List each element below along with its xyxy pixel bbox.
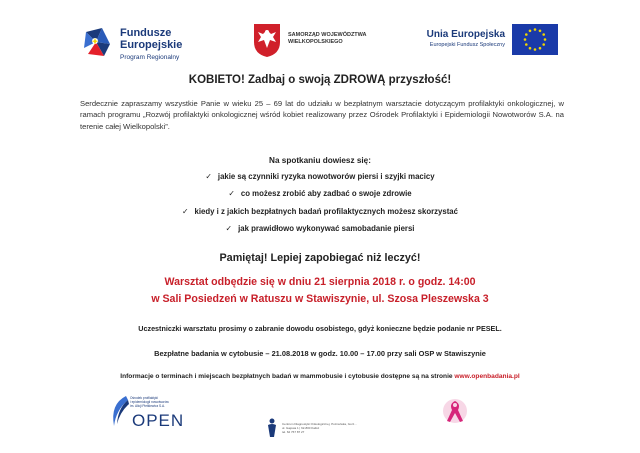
center-line3: tel. 62 767 87 27 <box>282 430 305 434</box>
fundusze-line1: Fundusze <box>120 27 172 39</box>
diagnostic-center-logo <box>266 418 366 440</box>
remember-slogan: Pamiętaj! Lepiej zapobiegać niż leczyć! <box>219 252 421 264</box>
samorzad-logo <box>252 22 402 62</box>
list-item <box>0 224 640 241</box>
center-line1: Centrum Diagnostyki Onkologicznej, Poznańska, Gorz... <box>282 422 357 426</box>
fundusze-europejskie-star-icon <box>82 26 114 58</box>
unia-line1: Unia Europejska <box>426 29 505 40</box>
eu-flag-icon <box>512 24 558 55</box>
id-note: Uczestniczki warsztatu prosimy o zabranie dowodu osobistego, gdyż konieczne będzie podanie nr PESEL. <box>138 324 502 333</box>
learn-title: Na spotkaniu dowiesz się: <box>269 156 371 165</box>
check-icon: ✓ <box>228 189 235 199</box>
list-item-text: jakie są czynniki ryzyka nowotworów piersi i szyjki macicy <box>217 172 435 181</box>
intro-paragraph: Serdecznie zapraszamy wszystkie Panie w wieku 25 – 69 lat do udziału w bezpłatnym warsztacie dotyczącym profilaktyki onkologicznej, w ramach programu „Rozwój profilaktyki onkologicznej wśród kobiet realizowany przez Ośrodek Profilaktyki i Epidemiologii Nowotworów S.A. na terenie całej Wielkopolski”. <box>80 99 564 131</box>
open-small-line1: Ośrodek profilaktyki <box>130 396 158 400</box>
cytobus-note: Bezpłatne badania w cytobusie – 21.08.2018 w godz. 10.00 – 17.00 przy sali OSP w Stawiszynie <box>154 349 486 358</box>
pink-ribbon-icon <box>440 396 470 426</box>
event-location-line: w Sali Posiedzeń w Ratuszu w Stawiszynie, ul. Szosa Pleszewska 3 <box>151 293 489 305</box>
eagle-crest-icon <box>252 22 282 58</box>
info-line <box>0 373 640 380</box>
headline: KOBIETO! Zadbaj o swoją ZDROWĄ przyszłość! <box>188 74 452 86</box>
event-date-line: Warsztat odbędzie się w dniu 21 sierpnia 2018 r. o godz. 14:00 <box>164 276 476 288</box>
open-logo <box>108 394 188 430</box>
center-line2: ul. Gajowa 1 | 62-800 Kalisz <box>282 426 320 430</box>
learn-list <box>0 172 640 241</box>
fundusze-line2: Europejskie <box>120 39 183 51</box>
unia-line2: Europejski Fundusz Społeczny <box>429 42 505 48</box>
open-swoosh-icon <box>108 394 130 428</box>
check-icon: ✓ <box>225 223 233 233</box>
open-small-line3: im. Alicji Pietkiewicz S.A. <box>130 404 166 408</box>
fundusze-europejskie-logo <box>82 26 192 60</box>
open-small-line2: i epidemiologii nowotworów <box>130 400 169 404</box>
list-item-text: co możesz zrobić aby zadbać o swoje zdrowie <box>240 189 412 199</box>
check-icon: ✓ <box>205 172 212 181</box>
info-text: Informacje o terminach i miejscach bezpłatnych badań w mammobusie i cytobusie dostępne są na stronie <box>120 373 453 380</box>
samorzad-line2: WIELKOPOLSKIEGO <box>288 39 343 45</box>
check-icon: ✓ <box>181 206 189 216</box>
list-item-text: kiedy i z jakich bezpłatnych badań profilaktycznych możesz skorzystać <box>194 206 458 216</box>
openbadania-link[interactable]: www.openbadania.pl <box>454 373 520 380</box>
list-item <box>0 207 640 224</box>
fundusze-line3: Program Regionalny <box>120 54 180 61</box>
list-item-text: jak prawidłowo wykonywać samobadanie piersi <box>238 223 415 233</box>
figure-icon <box>266 418 278 438</box>
open-wordmark: OPEN <box>132 411 185 430</box>
list-item <box>0 189 640 206</box>
list-item <box>0 172 640 189</box>
unia-europejska-logo <box>413 24 563 58</box>
samorzad-line1: SAMORZĄD WOJEWÓDZTWA <box>288 32 367 38</box>
